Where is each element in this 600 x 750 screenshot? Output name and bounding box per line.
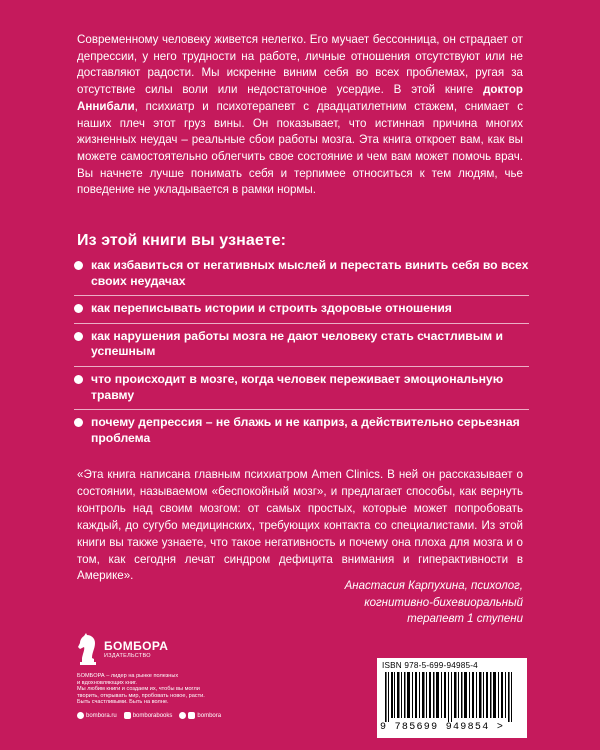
learn-item-text: как нарушения работы мозга не дают человеку стать счастливым и успешным: [91, 328, 503, 359]
learn-item: [74, 415, 534, 446]
divider: [74, 323, 534, 324]
review-quote: «Эта книга написана главным психиатром Amen Clinics. В ней он рассказывает о состоянии, называемом «беспокойный мозг», и предлагает способы, как вернуть контроль над своим мозгом: от самых простых, которые может попробовать каждый, до сугубо медицинских, требующих контакта со специалистами. Из этой книги вы также узнаете, что такое негативность и почему она плоха для мозга и о том, как сегодня лечат синдром дефицита внимания и гиперактивности в Америке».: [77, 468, 523, 583]
social-link-label: bombora: [197, 712, 222, 719]
author-name: Анастасия Карпухина, психолог,: [344, 580, 523, 592]
bullet-icon: [74, 261, 83, 270]
divider: [74, 366, 534, 367]
divider: [74, 409, 534, 410]
publisher-logo: [77, 632, 197, 672]
barcode-bars: [385, 672, 519, 722]
isbn-text: ISBN 978-5-699-94985-4: [382, 661, 478, 670]
social-link-vk[interactable]: [124, 712, 173, 719]
barcode-box: [377, 658, 527, 738]
social-link-others[interactable]: [179, 712, 221, 719]
blurb-line: творить, открывать мир, пробовать новое, расти.: [77, 692, 205, 699]
barcode-digits: 9 785699 949854 >: [380, 722, 505, 733]
learn-item-text: как избавиться от негативных мыслей и перестать винить себя во всех своих неудачах: [91, 258, 529, 288]
intro-text-end: , психиатр и психотерапевт с двадцатилетним стажем, снимает с наших плеч этот груз вины. Он показывает, что истинная причина многих жизненных неудач – реальные сбои работы мозга. Эта книга откроет вам, как вы можете самостоятельно облегчить свое состояние и чем вам может помочь врач. Вы начнете лучше понимать себя и терпимее относиться к тем людям, чье поведение не укладывается в рамки нормы.: [77, 99, 523, 197]
learn-item-text: почему депрессия – не блажь и не каприз, а действительно серьезная проблема: [91, 415, 520, 445]
vk-icon: [124, 712, 131, 719]
globe-icon: [77, 712, 84, 719]
bullet-icon: [74, 375, 83, 384]
learn-item: [74, 329, 534, 360]
learn-item-text: что происходит в мозге, когда человек переживает эмоциональную травму: [91, 371, 504, 402]
learn-item-text: как переписывать истории и строить здоровые отношения: [91, 301, 452, 316]
review-author: [345, 578, 523, 628]
learn-item: [74, 258, 534, 289]
chess-knight-icon: [77, 632, 99, 666]
intro-author-name: доктор Аннибали: [77, 83, 523, 113]
social-link-site[interactable]: [77, 712, 117, 719]
social-link-label: bomborabooks: [132, 712, 173, 719]
blurb-line: Быть счастливыми. Быть на волне.: [77, 699, 169, 706]
publisher-blurb: [77, 673, 227, 706]
youtube-icon: [188, 712, 195, 719]
divider: [74, 295, 534, 296]
bullet-icon: [74, 418, 83, 427]
publisher-logo-sub: ИЗДАТЕЛЬСТВО: [104, 653, 151, 659]
social-links: [77, 712, 221, 719]
blurb-line: Мы любим книги и создаем их, чтобы вы могли: [77, 686, 200, 693]
blurb-line: БОМБОРА – лидер на рынке полезных: [77, 673, 179, 679]
intro-text-start: Современному человеку живется нелегко. Его мучает бессонница, он страдает от депрессии, у него трудности на работе, личные отношения отсутствуют или не доставляют радости. Мы искренне виним себя во всех проблемах, ругая за отсутствие силы воли или недостаточное усердие. В этой книге: [77, 33, 523, 97]
author-role: когнитивно-бихевиоральный: [364, 596, 523, 609]
learn-item: [74, 372, 534, 403]
learn-item: [74, 301, 534, 317]
learn-list: [74, 258, 534, 446]
learn-heading: Из этой книги вы узнаете:: [77, 232, 287, 249]
social-link-label: bombora.ru: [86, 712, 117, 719]
publisher-logo-text: БОМБОРА: [104, 639, 169, 653]
intro-paragraph: [77, 32, 523, 199]
author-level: терапевт 1 ступени: [407, 613, 523, 625]
blurb-line: и вдохновляющих книг.: [77, 679, 137, 686]
telegram-icon: [179, 712, 186, 719]
bullet-icon: [74, 304, 83, 313]
bullet-icon: [74, 332, 83, 341]
